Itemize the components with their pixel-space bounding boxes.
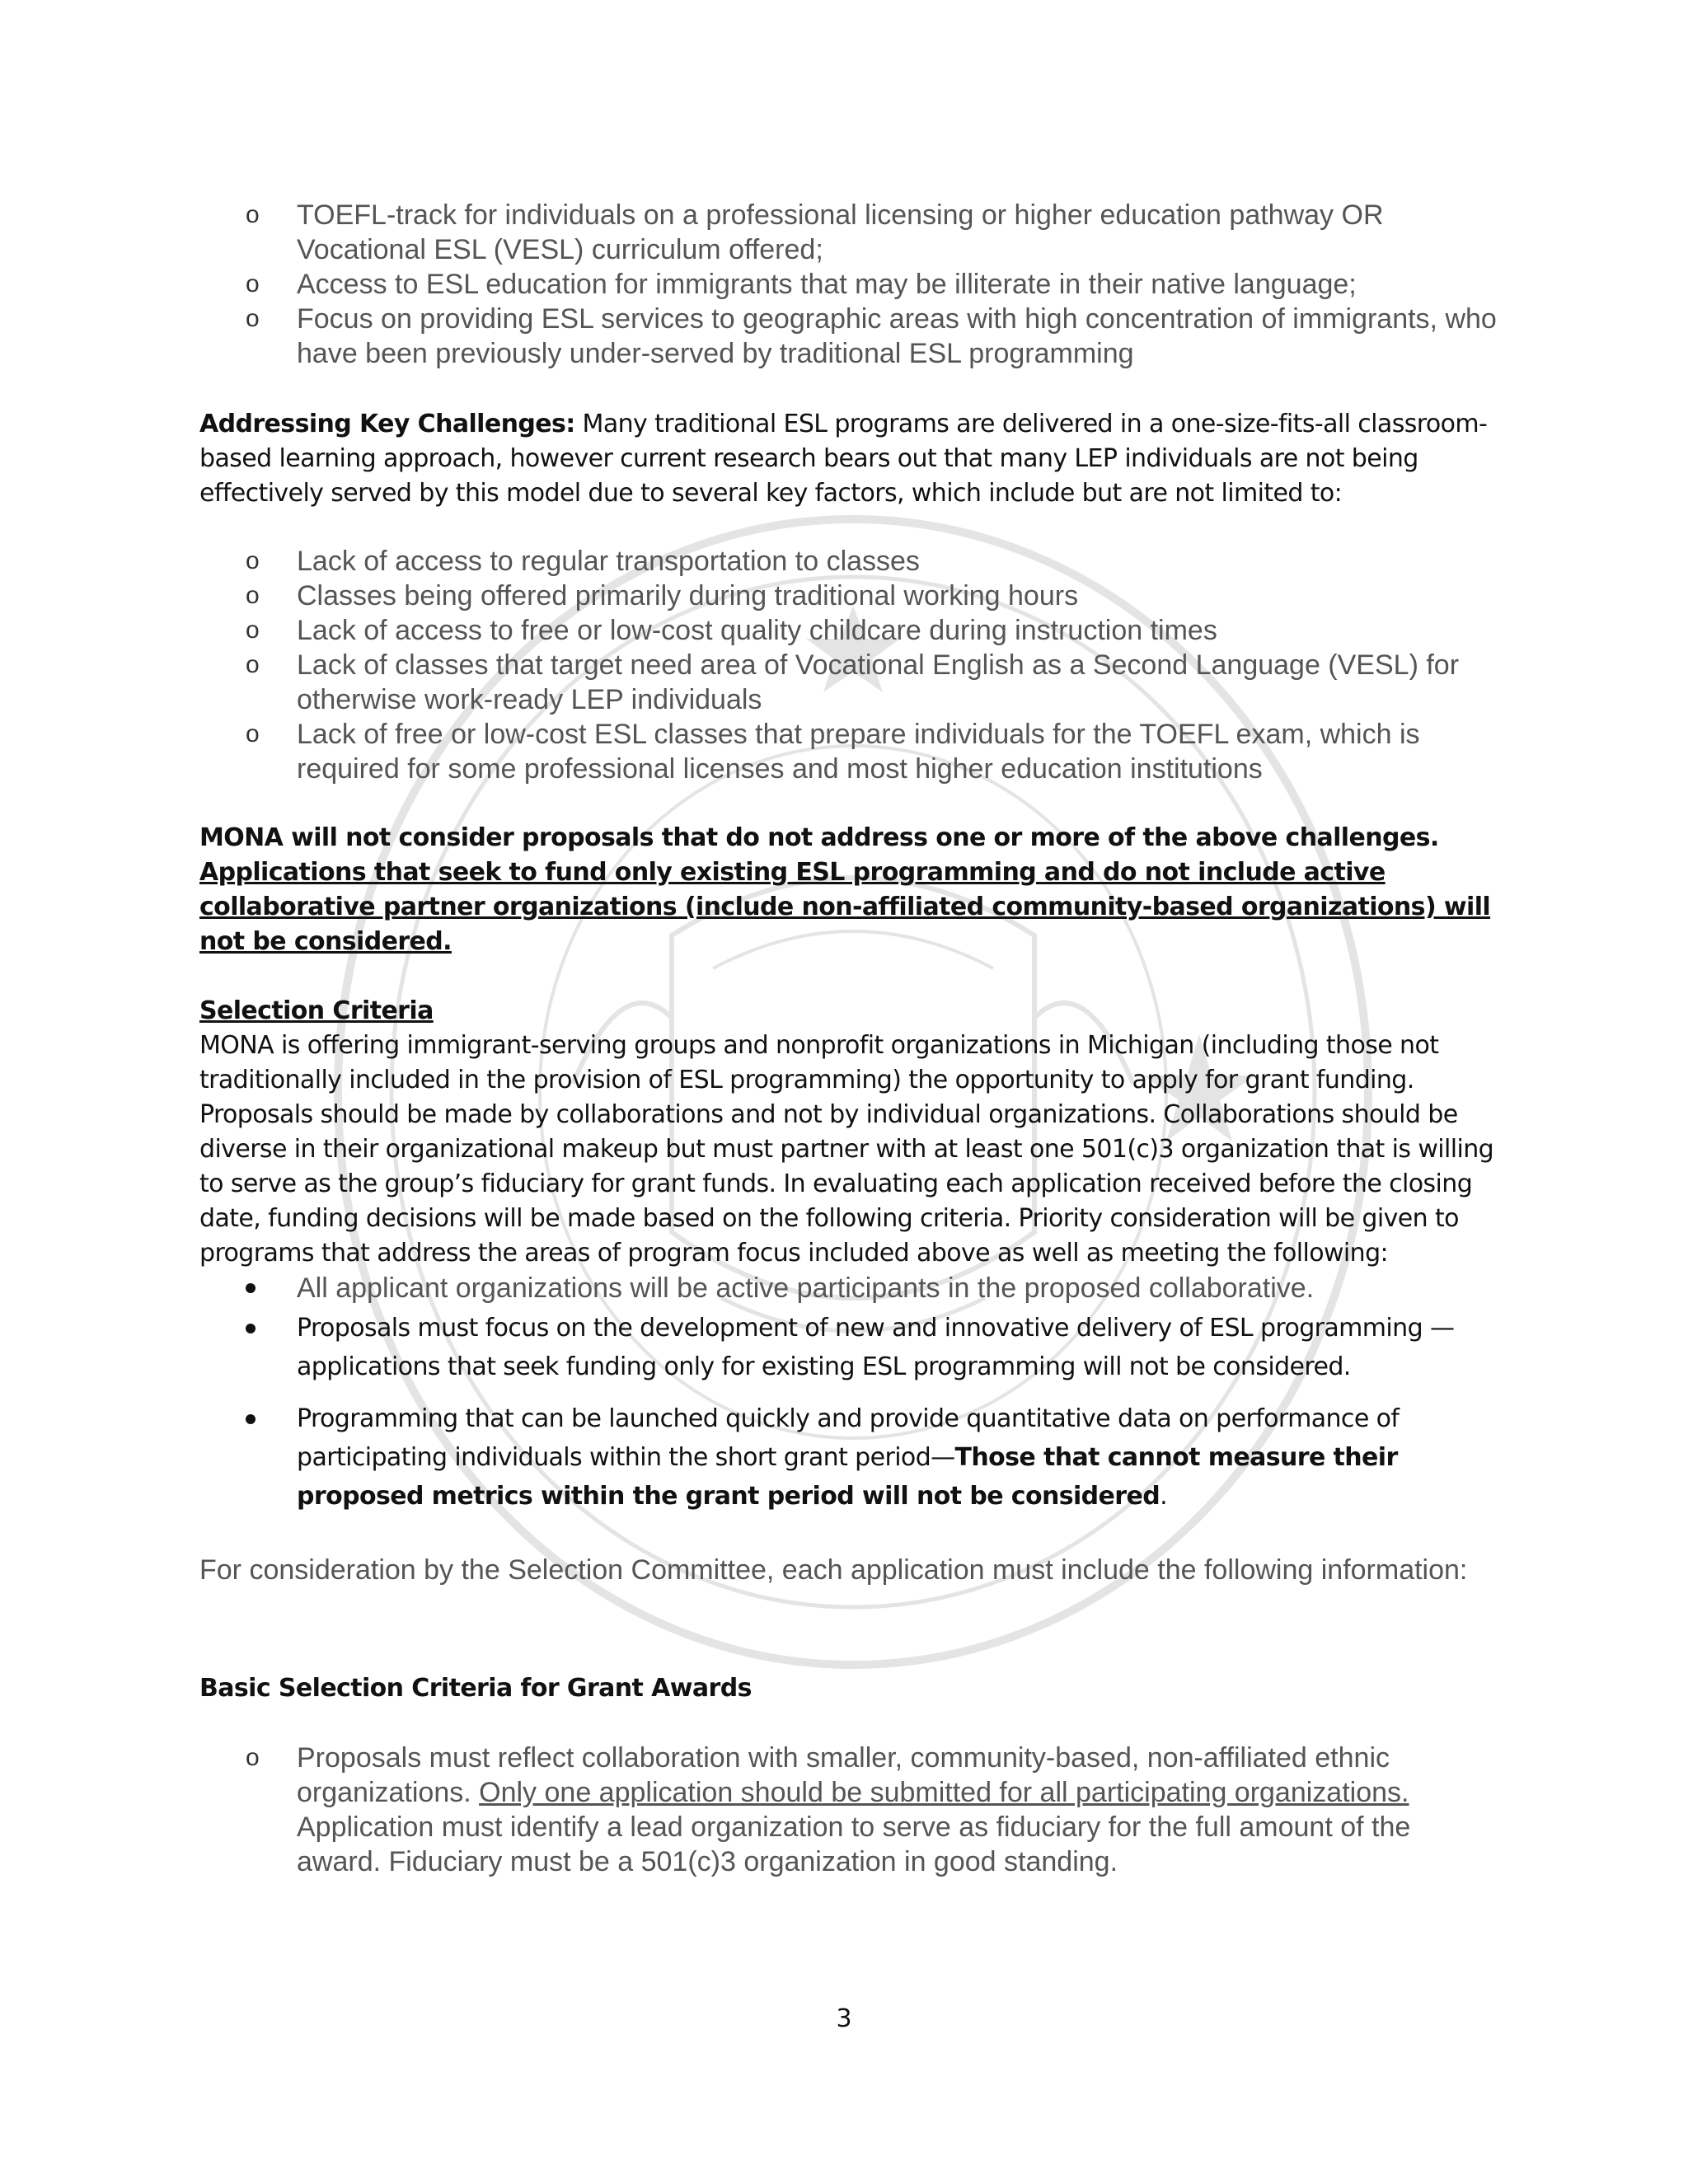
list-marker: o [246,201,260,228]
list-item: Programming that can be launched quickly and provide quantitative data on performance of participating individuals within the short grant period—Those that cannot measure their proposed metrics within the grant period will not be considered. [199,1402,1502,1518]
list-item: Proposals must focus on the development of new and innovative delivery of ESL programming —applications that seek funding only for existing ESL programming will not be considered. [199,1311,1502,1389]
list-item: All applicant organizations will be active participants in the proposed collaborative. [199,1271,1502,1311]
list-item: o Access to ESL education for immigrants that may be illiterate in their native language; [246,269,1357,300]
selection-heading: Selection Criteria [199,996,434,1025]
list-marker: o [246,270,260,298]
bullet-dot-icon [246,1414,256,1424]
basic-heading: Basic Selection Criteria for Grant Awards [199,1674,752,1703]
list-item: o Lack of access to free or low-cost quality childcare during instruction times [246,615,1217,646]
list-marker: o [246,582,260,609]
list-item: o Lack of access to regular transportation to classes [246,546,920,577]
basic-underlined: Only one application should be submitted for all participating organizations. [479,1777,1409,1808]
document-body [199,198,1502,1879]
challenges-heading: Addressing Key Challenges: [199,410,575,438]
list-item: o TOEFL-track for individuals on a professional licensing or higher education pathway OR Vocational ESL (VESL) curriculum offered; [246,199,1384,265]
list-item: o Lack of classes that target need area of Vocational English as a Second Language (VESL) for otherwise work-ready LEP individuals [246,649,1460,715]
list-marker: o [246,547,260,574]
challenges-list [199,544,1502,786]
list-item: o Lack of free or low-cost ESL classes that prepare individuals for the TOEFL exam, which is required for some professional licenses and most higher education institutions [246,719,1420,785]
list-marker: o [246,651,260,678]
warning-paragraph: MONA will not consider proposals that do not address one or more of the above challenges. Applications that seek to fund only existing ESL programming and do not include active collaborative partner organizations (include non-affiliated community-based organizations) will not be considered. [199,823,1491,956]
list-marker: o [246,305,260,332]
page-number: 3 [836,2004,852,2033]
bullet-dot-icon [246,1324,256,1333]
list-item: o Classes being offered primarily during traditional working hours [246,580,1079,612]
basic-criteria-list [199,1741,1502,1879]
challenges-paragraph: Addressing Key Challenges: Many traditional ESL programs are delivered in a one-size-fits-all classroom-based learning approach, however current research bears out that many LEP individuals are not being effectively served by this model due to several key factors, which include but are not limited to: [199,410,1488,508]
consideration-paragraph: For consideration by the Selection Committee, each application must include the following information: [199,1554,1468,1586]
list-item: o Proposals must reflect collaboration with smaller, community-based, non-affiliated ethnic organizations. Only one application should be submitted for all participating organizations. Application must identify a lead organization to serve as fiduciary for the full amount of the award. Fiduciary must be a 501(c)3 organization in good standing. [246,1742,1411,1877]
program-focus-list [199,198,1502,371]
warning-underlined: Applications that seek to fund only existing ESL programming and do not include active collaborative partner organizations (include non-affiliated community-based organizations) will not be considered. [199,858,1491,956]
selection-paragraph: MONA is offering immigrant-serving groups and nonprofit organizations in Michigan (including those not traditionally included in the provision of ESL programming) the opportunity to apply for grant funding. Proposals should be made by collaborations and not by individual organizations. Collaborations should be diverse in their organizational makeup but must partner with at least one 501(c)3 organization that is willing to serve as the group’s fiduciary for grant funds. In evaluating each application received before the closing date, funding decisions will be made based on the following criteria. Priority consideration will be given to programs that address the areas of program focus included above as well as meeting the following: [199,1031,1494,1268]
list-marker: o [246,720,260,748]
selection-bullets [199,1271,1502,1518]
list-marker: o [246,616,260,644]
bullet-dot-icon [246,1283,256,1293]
list-item: o Focus on providing ESL services to geographic areas with high concentration of immigrants, who have been previously under-served by traditional ESL programming [246,303,1497,369]
list-marker: o [246,1744,260,1771]
